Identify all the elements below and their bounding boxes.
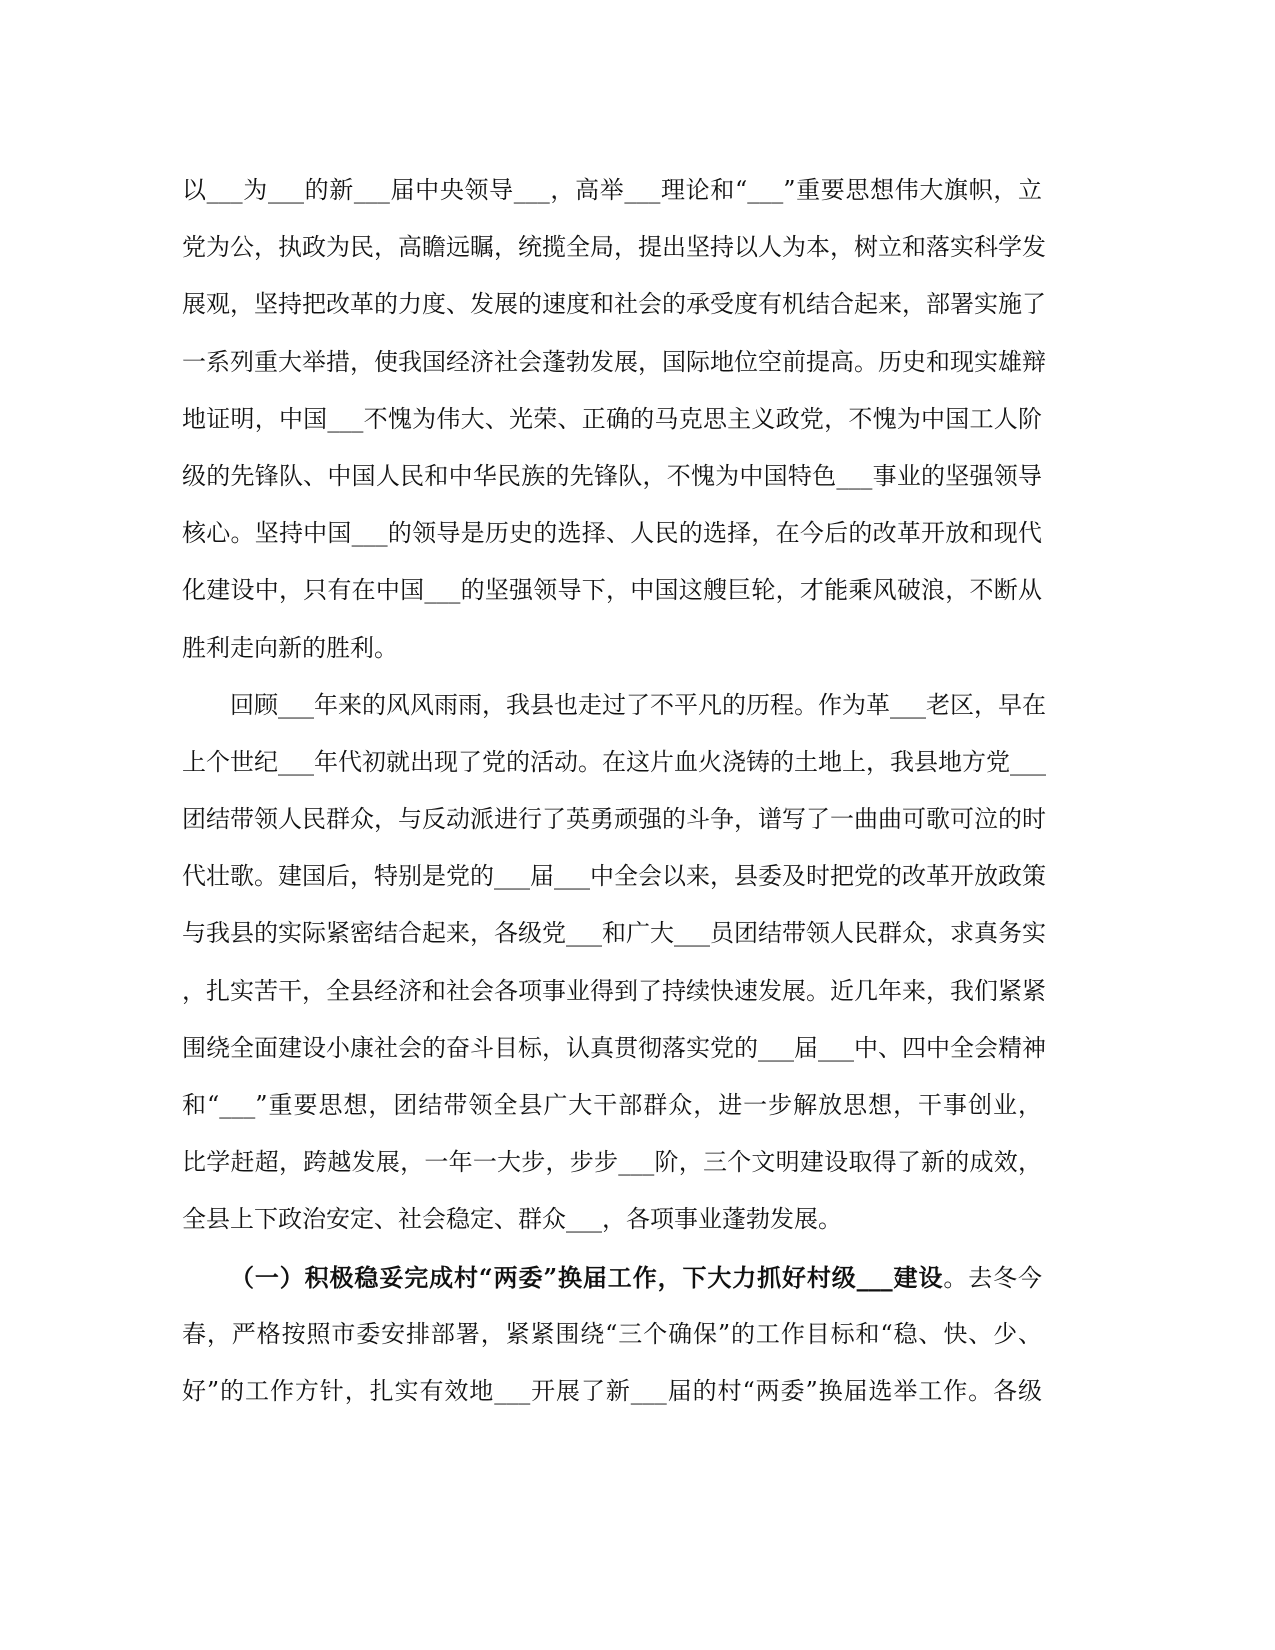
text-line: 以___为___的新___届中央领导___，高举___理论和“___”重要思想伟大旗帜，立 — [182, 176, 1042, 204]
text-line: 代壮歌。建国后，特别是党的___届___中全会以来，县委及时把党的改革开放政策 — [182, 862, 1046, 891]
text-line: 展观，坚持把改革的力度、发展的速度和社会的承受度有机结合起来，部署实施了 — [182, 290, 1046, 319]
text-line: 围绕全面建设小康社会的奋斗目标，认真贯彻落实党的___届___中、四中全会精神 — [182, 1033, 1046, 1062]
text-line: 级的先锋队、中国人民和中华民族的先锋队，不愧为中国特色___事业的坚强领导 — [182, 461, 1042, 490]
text-line: 好”的工作方针，扎实有效地___开展了新___届的村“两委”换届选举工作。各级 — [182, 1376, 1042, 1405]
text-line: 与我县的实际紧密结合起来，各级党___和广大___员团结带领人民群众，求真务实 — [182, 919, 1046, 948]
section-heading: （一）积极稳妥完成村“两委”换届工作，下大力抓好村级___建设 — [230, 1262, 944, 1292]
text-line: 地证明，中国___不愧为伟大、光荣、正确的马克思主义政党，不愧为中国工人阶 — [182, 404, 1042, 433]
text-line: 核心。坚持中国___的领导是历史的选择、人民的选择，在今后的改革开放和现代 — [182, 519, 1042, 548]
text-line: 比学赶超，跨越发展，一年一大步，步步___阶，三个文明建设取得了新的成效， — [182, 1148, 1042, 1177]
text-line: 上个世纪___年代初就出现了党的活动。在这片血火浇铸的土地上，我县地方党___ — [182, 747, 1046, 776]
paragraph-3 — [182, 1249, 1042, 1421]
text-line: 全县上下政治安定、社会稳定、群众___，各项事业蓬勃发展。 — [182, 1205, 842, 1234]
text-line: ，扎实苦干，全县经济和社会各项事业得到了持续快速发展。近几年来，我们紧紧 — [182, 976, 1046, 1005]
text-line: 团结带领人民群众，与反动派进行了英勇顽强的斗争，谱写了一曲曲可歌可泣的时 — [182, 805, 1046, 834]
text-line: 党为公，执政为民，高瞻远瞩，统揽全局，提出坚持以人为本，树立和落实科学发 — [182, 233, 1046, 262]
document-page — [182, 162, 1046, 1420]
paragraph-1 — [182, 162, 1046, 677]
paragraph-2 — [182, 677, 1046, 1249]
text-line: 回顾___年来的风风雨雨，我县也走过了不平凡的历程。作为革___老区，早在 — [230, 690, 1046, 719]
text-line: 化建设中，只有在中国___的坚强领导下，中国这艘巨轮，才能乘风破浪，不断从 — [182, 576, 1042, 605]
text-line: 胜利走向新的胜利。 — [182, 633, 398, 662]
heading-tail-text: 。去冬今 — [943, 1263, 1043, 1292]
text-line: 和“___”重要思想，团结带领全县广大干部群众，进一步解放思想，干事创业， — [182, 1091, 1042, 1119]
text-line: 春，严格按照市委安排部署，紧紧围绕“三个确保”的工作目标和“稳、快、少、 — [182, 1319, 1042, 1348]
text-line: 一系列重大举措，使我国经济社会蓬勃发展，国际地位空前提高。历史和现实雄辩 — [182, 347, 1046, 376]
text-line — [182, 1249, 1042, 1306]
